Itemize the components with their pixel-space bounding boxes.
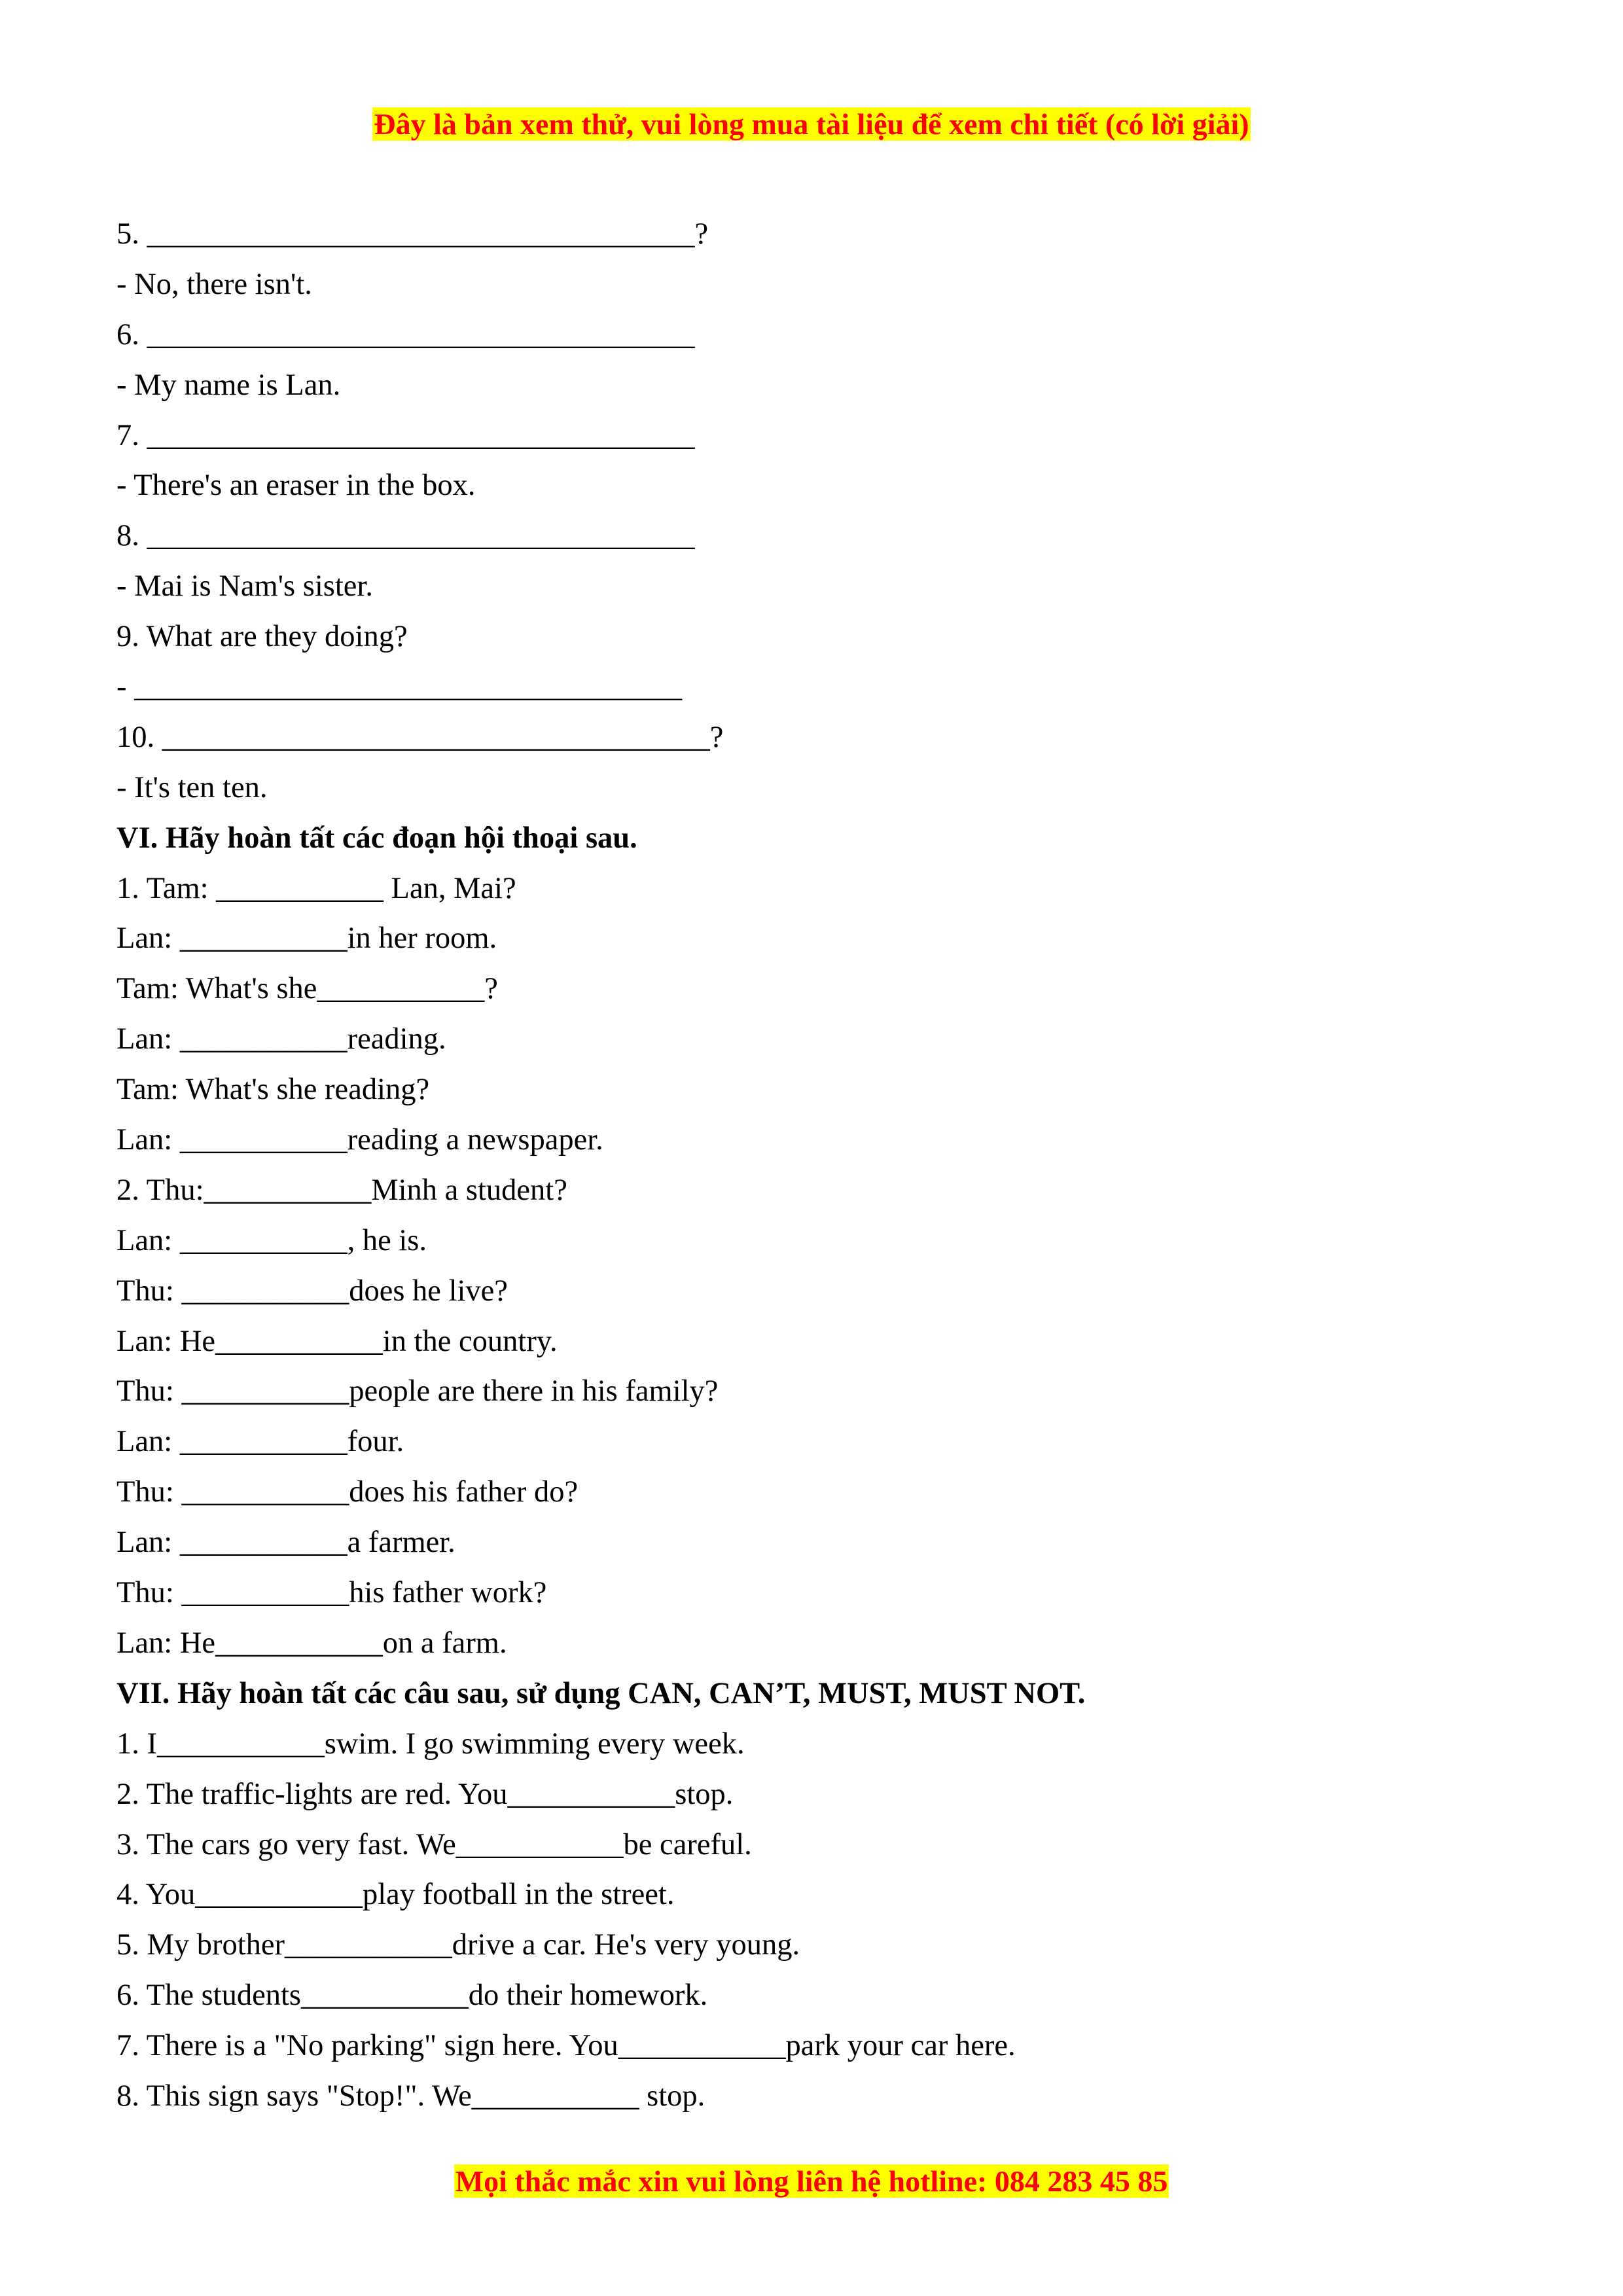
dialogue-line: Thu: ___________does his father do? <box>116 1475 579 1509</box>
dialogue-line: Lan: ___________four. <box>116 1425 404 1459</box>
exercise-line: 3. The cars go very fast. We___________be careful. <box>116 1827 752 1861</box>
dialogue-line: Lan: ___________in her room. <box>116 922 497 956</box>
dialogue-line: Lan: He___________on a farm. <box>116 1626 507 1660</box>
preview-notice-text: Đây là bản xem thử, vui lòng mua tài liệu để xem chi tiết (có lời giải) <box>374 107 1249 141</box>
exercise-line: 5. My brother___________drive a car. He's very young. <box>116 1928 800 1962</box>
dialogue-line: 1. Tam: ___________ Lan, Mai? <box>116 871 516 905</box>
dialogue-line: Thu: ___________people are there in his family? <box>116 1374 719 1408</box>
dialogue-line: Tam: What's she___________? <box>116 972 498 1006</box>
answer-6: - My name is Lan. <box>116 368 341 402</box>
exercise-line: 8. This sign says "Stop!". We___________ stop. <box>116 2079 705 2113</box>
question-10: 10. ____________________________________? <box>116 720 724 754</box>
dialogue-line: Lan: ___________, he is. <box>116 1223 427 1257</box>
question-9: 9. What are they doing? <box>116 620 408 654</box>
dialogue-line: Lan: He___________in the country. <box>116 1324 558 1358</box>
dialogue-line: Lan: ___________reading. <box>116 1022 446 1056</box>
exercise-line: 7. There is a "No parking" sign here. You___________park your car here. <box>116 2029 1016 2063</box>
exercise-line: 1. I___________swim. I go swimming every week. <box>116 1727 745 1761</box>
question-8: 8. ____________________________________ <box>116 519 695 553</box>
exercise-line: 4. You___________play football in the street. <box>116 1878 675 1912</box>
dialogue-line: Thu: ___________does he live? <box>116 1274 508 1308</box>
exercise-line: 2. The traffic-lights are red. You___________stop. <box>116 1777 734 1811</box>
answer-8: - Mai is Nam's sister. <box>116 569 373 603</box>
answer-5: - No, there isn't. <box>116 267 312 301</box>
worksheet-content <box>116 209 1504 2122</box>
exercise-line: 6. The students___________do their homework. <box>116 1979 708 2013</box>
dialogue-line: Lan: ___________a farmer. <box>116 1526 455 1560</box>
question-5: 5. ____________________________________? <box>116 217 709 251</box>
question-7: 7. ____________________________________ <box>116 418 695 452</box>
answer-9: - ____________________________________ <box>116 670 683 704</box>
section-vi-heading: VI. Hãy hoàn tất các đoạn hội thoại sau. <box>116 821 637 855</box>
preview-notice-banner <box>0 106 1623 143</box>
hotline-notice-text: Mọi thắc mắc xin vui lòng liên hệ hotline: 084 283 45 85 <box>455 2164 1168 2198</box>
question-6: 6. ____________________________________ <box>116 317 695 351</box>
answer-10: - It's ten ten. <box>116 770 268 804</box>
answer-7: - There's an eraser in the box. <box>116 469 476 503</box>
dialogue-line: Thu: ___________his father work? <box>116 1576 547 1610</box>
dialogue-line: Lan: ___________reading a newspaper. <box>116 1123 603 1157</box>
dialogue-line: 2. Thu:___________Minh a student? <box>116 1173 567 1207</box>
section-vii-heading: VII. Hãy hoàn tất các câu sau, sử dụng CAN, CAN’T, MUST, MUST NOT. <box>116 1676 1086 1710</box>
hotline-notice-banner <box>0 2163 1623 2200</box>
dialogue-line: Tam: What's she reading? <box>116 1073 430 1107</box>
